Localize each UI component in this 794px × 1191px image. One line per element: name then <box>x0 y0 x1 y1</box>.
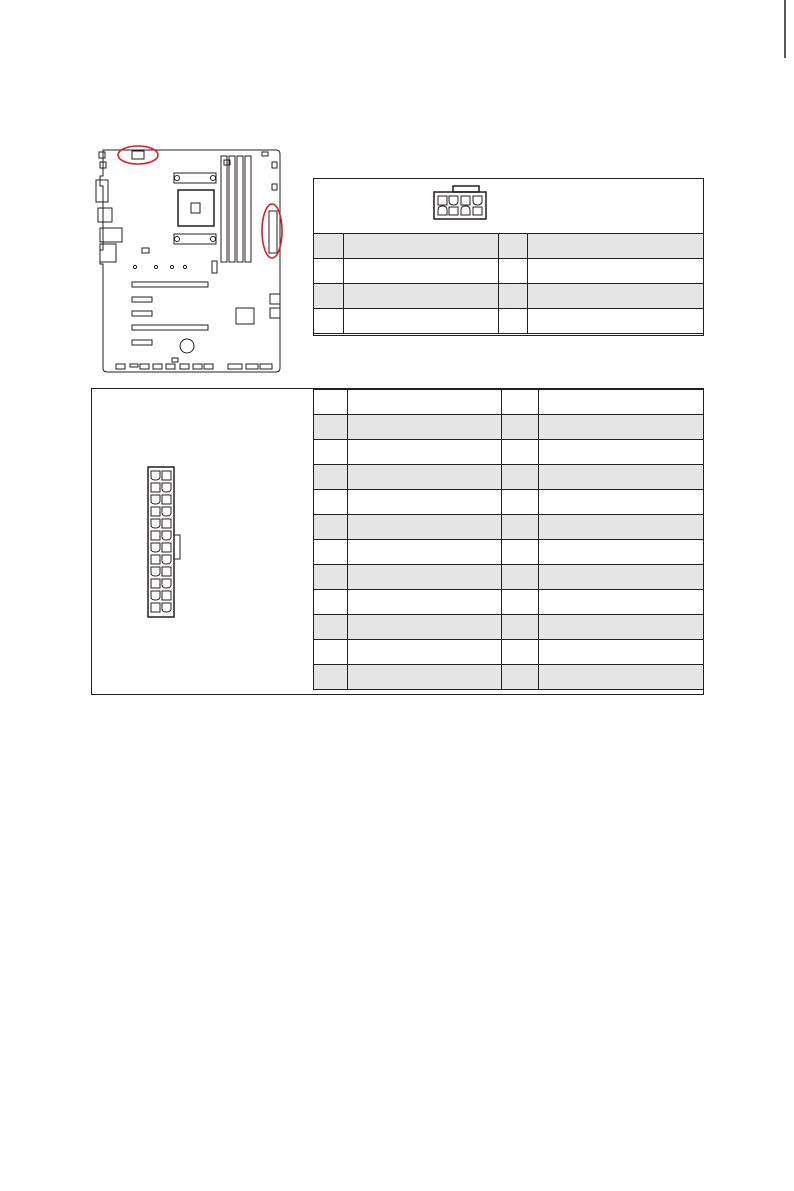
pin-signal <box>347 440 501 465</box>
pin-signal <box>347 415 501 440</box>
connector-pin <box>162 519 171 528</box>
pin-number <box>501 540 539 565</box>
pin-signal <box>539 515 704 540</box>
pin-number <box>314 640 348 665</box>
motherboard-diagram <box>88 140 288 376</box>
pin-signal <box>347 565 501 590</box>
connector-pin <box>151 471 160 480</box>
pin-number <box>501 640 539 665</box>
pin-number <box>498 234 528 259</box>
pin-number <box>314 515 348 540</box>
table-row <box>314 259 704 284</box>
pin-number <box>314 615 348 640</box>
pin-signal <box>539 390 704 415</box>
pin-number <box>314 259 344 284</box>
pin-number <box>501 440 539 465</box>
pin-number <box>498 259 528 284</box>
pin-signal <box>528 284 704 309</box>
pin-signal <box>539 590 704 615</box>
connector-pin <box>151 555 160 564</box>
atx-power-connector-highlight <box>262 204 282 258</box>
pin-signal <box>347 465 501 490</box>
pin-signal <box>539 465 704 490</box>
pin-signal <box>347 615 501 640</box>
connector-pin <box>151 591 160 600</box>
pin-signal <box>539 415 704 440</box>
table-row <box>314 615 704 640</box>
pin-number <box>498 284 528 309</box>
pin-signal <box>528 234 704 259</box>
connector-pin <box>162 507 171 516</box>
pin-signal <box>347 390 501 415</box>
pin-number <box>498 309 528 334</box>
table-row <box>314 284 704 309</box>
pin-number <box>501 515 539 540</box>
table-row <box>314 465 704 490</box>
table-row <box>314 440 704 465</box>
pin-number <box>314 284 344 309</box>
pin-number <box>314 540 348 565</box>
connector-pin <box>151 519 160 528</box>
pin-signal <box>539 665 704 690</box>
connector-pin <box>151 531 160 540</box>
pin-number <box>501 590 539 615</box>
page-edge-tab <box>776 0 794 60</box>
pin-number <box>501 565 539 590</box>
connector-pin <box>162 495 171 504</box>
table-row <box>314 309 704 334</box>
pin-number <box>501 665 539 690</box>
pin-number <box>314 590 348 615</box>
connector-pin <box>162 543 171 552</box>
pin-number <box>501 465 539 490</box>
pin-signal <box>343 309 498 334</box>
pin-signal <box>539 540 704 565</box>
pin-signal <box>539 565 704 590</box>
connector-pin <box>151 507 160 516</box>
table-row <box>314 665 704 690</box>
connector-pin <box>151 603 160 612</box>
pin-number <box>314 665 348 690</box>
connector-pin <box>162 471 171 480</box>
pin-number <box>501 390 539 415</box>
pin-number <box>314 565 348 590</box>
pin-signal <box>539 640 704 665</box>
connector-pin <box>162 591 171 600</box>
pin-signal <box>347 590 501 615</box>
atx-24pin-connector-icon <box>140 463 190 621</box>
pin-signal <box>347 665 501 690</box>
connector-pin <box>162 531 171 540</box>
pin-number <box>314 234 344 259</box>
cpu-power-pin-table <box>313 233 704 334</box>
pin-number <box>314 390 348 415</box>
connector-pin <box>162 579 171 588</box>
pin-signal <box>347 640 501 665</box>
pin-number <box>314 415 348 440</box>
cpu-power-8pin-connector-icon <box>430 184 490 224</box>
pin-signal <box>528 309 704 334</box>
connector-pin <box>162 555 171 564</box>
connector-pin <box>151 543 160 552</box>
pin-signal <box>343 234 498 259</box>
table-row <box>314 490 704 515</box>
pin-signal <box>347 490 501 515</box>
pin-signal <box>539 440 704 465</box>
table-row <box>314 565 704 590</box>
pin-number <box>501 415 539 440</box>
pin-number <box>314 490 348 515</box>
pin-signal <box>539 615 704 640</box>
connector-pin <box>162 567 171 576</box>
pin-number <box>501 490 539 515</box>
connector-pin <box>162 483 171 492</box>
pin-number <box>501 615 539 640</box>
connector-pin <box>151 567 160 576</box>
pin-signal <box>347 515 501 540</box>
table-row <box>314 234 704 259</box>
pin-signal <box>539 490 704 515</box>
connector-pin <box>162 603 171 612</box>
table-row <box>314 540 704 565</box>
table-row <box>314 640 704 665</box>
atx-power-pin-table <box>313 389 704 690</box>
pin-signal <box>343 284 498 309</box>
connector-pin <box>151 495 160 504</box>
pin-signal <box>343 259 498 284</box>
table-row <box>314 390 704 415</box>
cpu-power-connector-highlight <box>118 146 158 164</box>
table-row <box>314 415 704 440</box>
pin-signal <box>347 540 501 565</box>
pin-number <box>314 440 348 465</box>
pin-number <box>314 465 348 490</box>
table-row <box>314 515 704 540</box>
pin-signal <box>528 259 704 284</box>
connector-pin <box>151 579 160 588</box>
pin-number <box>314 309 344 334</box>
connector-pin <box>151 483 160 492</box>
table-row <box>314 590 704 615</box>
